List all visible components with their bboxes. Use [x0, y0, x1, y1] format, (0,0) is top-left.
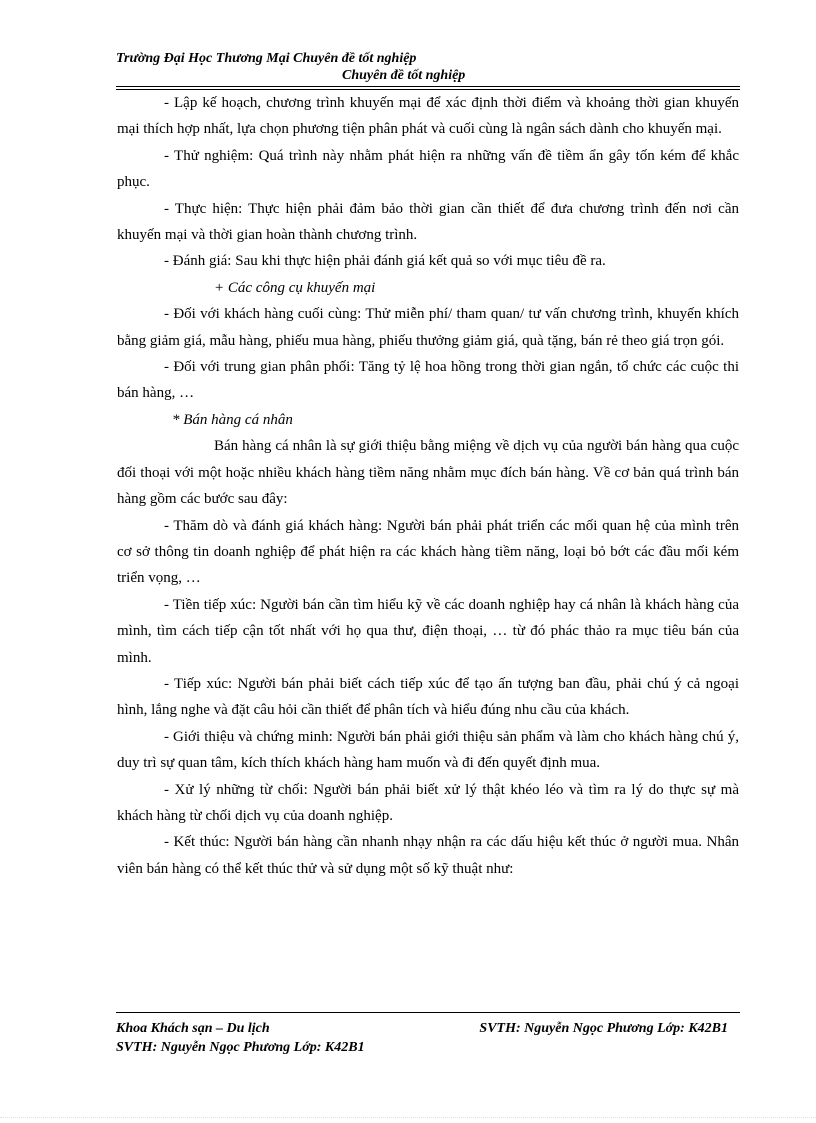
footer-row — [116, 1019, 740, 1038]
header-subtitle: Chuyên đề tốt nghiệp — [342, 68, 466, 83]
paragraph: - Tiền tiếp xúc: Người bán cần tìm hiểu kỹ về các doanh nghiệp hay cá nhân là khách hàng của mình, tìm cách tiếp cận tốt nhất với họ qua thư, điện thoại, … từ đó phác thảo ra mục tiêu bán của mình. — [117, 596, 739, 666]
header-title: Trường Đại Học Thương Mại Chuyên đề tốt nghiệp — [116, 51, 417, 66]
paragraph: - Thực hiện: Thực hiện phải đảm bảo thời gian cần thiết để đưa chương trình đến nơi cần khuyến mại và thời gian hoàn thành chương trình. — [117, 200, 739, 244]
paragraph: - Đánh giá: Sau khi thực hiện phải đánh giá kết quả so với mục tiêu đề ra. — [164, 253, 606, 270]
paragraph: - Tiếp xúc: Người bán phải biết cách tiếp xúc để tạo ấn tượng ban đầu, phải chú ý cả ngoại hình, lắng nghe và đặt câu hỏi cần thiết để phân tích và hiểu đúng nhu cầu của khách. — [117, 675, 739, 719]
page-footer — [116, 1012, 740, 1057]
document-body — [117, 90, 739, 882]
section-heading: + Các công cụ khuyến mại — [214, 279, 376, 296]
paragraph: - Kết thúc: Người bán hàng cần nhanh nhạy nhận ra các dấu hiệu kết thúc ở người mua. Nhân viên bán hàng có thể kết thúc thử và sử dụng một số kỹ thuật như: — [117, 834, 739, 877]
paragraph: - Đối với trung gian phân phối: Tăng tỷ lệ hoa hồng trong thời gian ngắn, tổ chức các cuộc thi bán hàng, … — [117, 359, 739, 402]
page-edge-divider — [0, 1117, 816, 1118]
paragraph: - Giới thiệu và chứng minh: Người bán phải giới thiệu sản phẩm và làm cho khách hàng chú ý, duy trì sự quan tâm, kích thích khách hàng ham muốn và đi đến quyết định mua. — [117, 728, 739, 772]
section-heading: * Bán hàng cá nhân — [172, 411, 293, 428]
footer-student-right: SVTH: Nguyễn Ngọc Phương Lớp: K42B1 — [479, 1021, 728, 1036]
header-rule-top — [116, 86, 740, 87]
paragraph: - Thử nghiệm: Quá trình này nhằm phát hiện ra những vấn đề tiềm ẩn gây tốn kém để khắc phục. — [117, 147, 739, 191]
page-header — [116, 50, 740, 90]
footer-student: SVTH: Nguyễn Ngọc Phương Lớp: K42B1 — [116, 1040, 365, 1055]
footer-faculty: Khoa Khách sạn – Du lịch — [116, 1021, 270, 1036]
paragraph: - Đối với khách hàng cuối cùng: Thử miễn phí/ tham quan/ tư vấn chương trình, khuyến khích bằng giảm giá, mẫu hàng, phiếu mua hàng, phiếu thưởng giảm giá, quà tặng, bán rẻ theo giá trọn gói. — [117, 306, 739, 349]
paragraph: - Thăm dò và đánh giá khách hàng: Người bán phải phát triển các mối quan hệ của mình trên cơ sở thông tin doanh nghiệp để phát hiện ra các khách hàng tiềm năng, loại bỏ bớt các đầu mối kém triển vọng, … — [117, 517, 739, 587]
paragraph: Bán hàng cá nhân là sự giới thiệu bằng miệng về dịch vụ của người bán hàng qua cuộc đối thoại với một hoặc nhiều khách hàng tiềm năng nhằm mục đích bán hàng. Về cơ bản quá trình bán hàng gồm các bước sau đây: — [117, 438, 739, 508]
paragraph: - Xử lý những từ chối: Người bán phải biết xử lý thật khéo léo và tìm ra lý do thực sự mà khách hàng từ chối dịch vụ của doanh nghiệp. — [117, 781, 739, 824]
footer-rule — [116, 1012, 740, 1013]
paragraph: - Lập kế hoạch, chương trình khuyến mại để xác định thời điểm và khoảng thời gian khuyến mại thích hợp nhất, lựa chọn phương tiện phân phát và cuối cùng là ngân sách dành cho khuyến mại. — [117, 95, 739, 138]
